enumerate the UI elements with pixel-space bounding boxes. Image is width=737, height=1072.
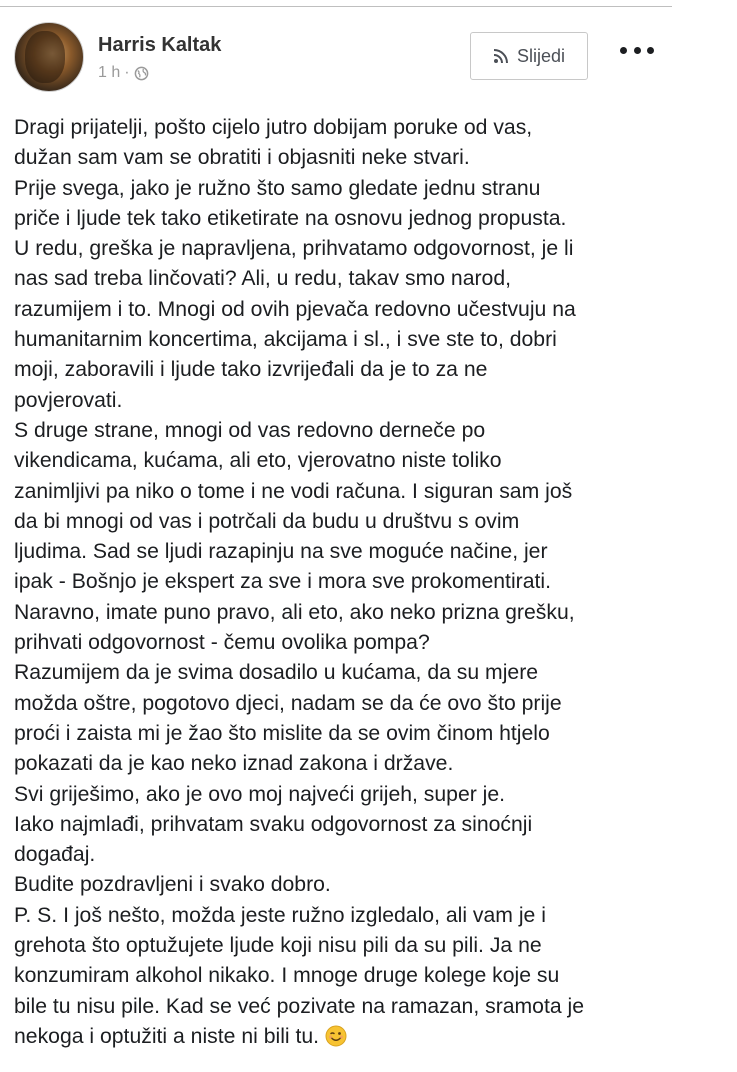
top-divider bbox=[0, 6, 672, 7]
post-text-line: vikendicama, kućama, ali eto, vjerovatno niste toliko bbox=[14, 449, 502, 473]
post-text-line: možda oštre, pogotovo djeci, nadam se da će ovo što prije bbox=[14, 691, 562, 715]
post-text-line: nekoga i optužiti a niste ni bili tu. bbox=[14, 1022, 682, 1052]
author-name[interactable]: Harris Kaltak bbox=[98, 34, 222, 56]
post-header bbox=[14, 22, 674, 92]
follow-button[interactable] bbox=[470, 32, 588, 80]
post-text-line: Iako najmlađi, prihvatam svaku odgovornost za sinoćnji bbox=[14, 812, 533, 836]
post-text-line: Svi griješimo, ako je ovo moj najveći grijeh, super je. bbox=[14, 782, 506, 806]
more-dot bbox=[647, 47, 654, 54]
post-text-line: S druge strane, mnogi od vas redovno derneče po bbox=[14, 418, 486, 442]
post-text-line: zanimljivi pa niko o tome i ne vodi računa. I siguran sam još bbox=[14, 479, 573, 503]
post-text-line: Prije svega, jako je ružno što samo gledate jednu stranu bbox=[14, 176, 541, 200]
globe-icon bbox=[134, 66, 149, 81]
post-text-line: pokazati da je kao neko iznad zakona i države. bbox=[14, 752, 454, 776]
post-text-line: da bi mnogi od vas i potrčali da budu u društvu s ovim bbox=[14, 509, 520, 533]
post-text-line: grehota što optužujete ljude koji nisu pili da su pili. Ja ne bbox=[14, 934, 542, 958]
more-dot bbox=[634, 47, 641, 54]
post-text-line: humanitarnim koncertima, akcijama i sl., i sve ste to, dobri bbox=[14, 328, 557, 352]
post-text-line: moji, zaboravili i ljude tako izvrijeđali da je to za ne bbox=[14, 358, 488, 382]
post-text-line: proći i zaista mi je žao što mislite da se ovim činom htjelo bbox=[14, 721, 550, 745]
post-text-line: Razumijem da je svima dosadilo u kućama, da su mjere bbox=[14, 661, 539, 685]
post-text-line: povjerovati. bbox=[14, 388, 123, 412]
post-text-line: prihvati odgovornost - čemu ovolika pompa? bbox=[14, 631, 430, 655]
post-text-line: Dragi prijatelji, pošto cijelo jutro dobijam poruke od vas, bbox=[14, 116, 533, 139]
post-text-line: bile tu nisu pile. Kad se već pozivate na ramazan, sramota je bbox=[14, 994, 585, 1018]
post-text bbox=[14, 113, 682, 1052]
avatar-photo-shadow bbox=[25, 31, 65, 83]
post-text-line: U redu, greška je napravljena, prihvatamo odgovornost, je li bbox=[14, 237, 574, 261]
post-text-line: događaj. bbox=[14, 843, 96, 867]
more-dot bbox=[620, 47, 627, 54]
post-text-line: ljudima. Sad se ljudi razapinju na sve moguće načine, jer bbox=[14, 540, 548, 564]
follow-label: Slijedi bbox=[516, 45, 566, 66]
post-time[interactable]: 1 h bbox=[98, 64, 121, 81]
meta-separator: · bbox=[124, 64, 130, 81]
post-text-line: Budite pozdravljeni i svako dobro. bbox=[14, 873, 331, 897]
post-text-line: razumijem i to. Mnogi od ovih pjevača redovno učestvuju na bbox=[14, 297, 576, 321]
post-text-line: priče i ljude tek tako etiketirate na osnovu jednog propusta. bbox=[14, 206, 567, 230]
more-options-button[interactable] bbox=[620, 40, 654, 60]
post-text-line: P. S. I još nešto, možda jeste ružno izgledalo, ali vam je i bbox=[14, 903, 546, 927]
post-text-line: Naravno, imate puno pravo, ali eto, ako neko prizna grešku, bbox=[14, 600, 575, 624]
post-text-line: ipak - Bošnjo je ekspert za sve i mora sve prokomentirati. bbox=[14, 570, 551, 594]
winking-smiley-icon bbox=[325, 1025, 347, 1047]
post-meta bbox=[98, 64, 149, 82]
avatar[interactable] bbox=[14, 22, 84, 92]
post-text-line: nas sad treba linčovati? Ali, u redu, takav smo narod, bbox=[14, 267, 512, 291]
post-text-line: dužan sam vam se obratiti i objasniti neke stvari. bbox=[14, 146, 470, 170]
feed-icon bbox=[493, 48, 509, 64]
post-text-line: konzumiram alkohol nikako. I mnoge druge kolege koje su bbox=[14, 964, 560, 988]
